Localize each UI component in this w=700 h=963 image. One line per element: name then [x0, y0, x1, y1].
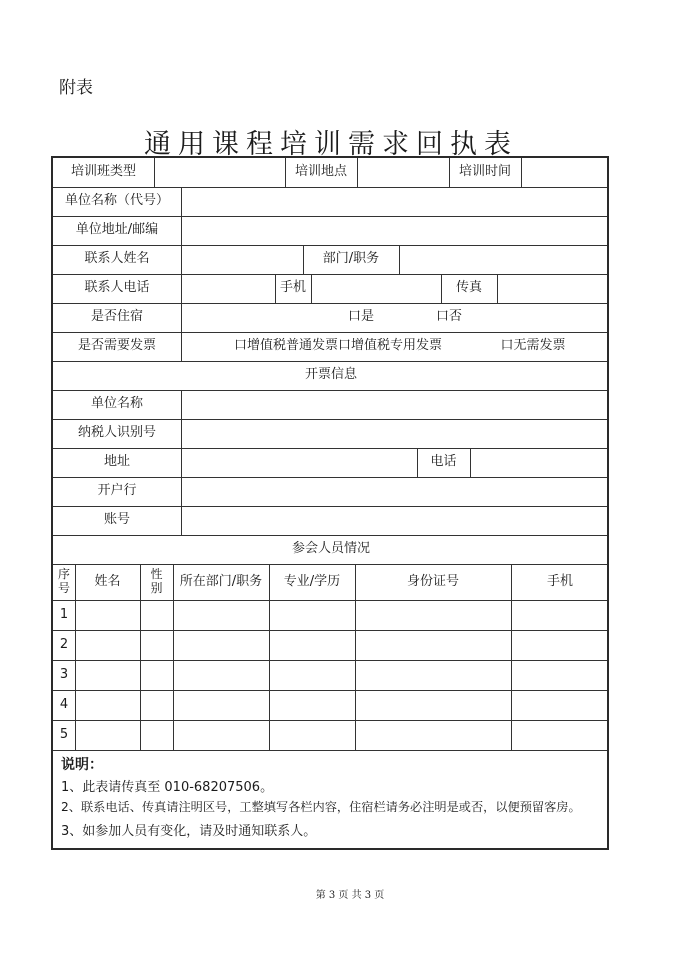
bank-field[interactable] [182, 477, 609, 506]
col-name-header: 姓名 [94, 573, 121, 589]
invoice-unit-name-field[interactable] [182, 390, 609, 419]
contact-name-label: 联系人姓名 [84, 251, 150, 267]
col-gender-header: 性别 [150, 567, 163, 595]
dept-title-label: 部门/职务 [322, 251, 380, 267]
table-row-number: 5 [59, 726, 69, 742]
contact-name-field[interactable] [182, 245, 303, 274]
taxpayer-id-label: 纳税人识别号 [77, 425, 156, 441]
table-row-number: 4 [59, 696, 69, 712]
table-row-number: 2 [59, 636, 69, 652]
appendix-label: 附表 [59, 78, 93, 98]
fax-field[interactable] [498, 274, 609, 303]
invoice-none-checkbox[interactable]: 口无需发票 [500, 338, 566, 354]
registration-form [51, 156, 609, 850]
lodging-label: 是否住宿 [90, 309, 143, 325]
col-major-header: 专业/学历 [283, 573, 341, 589]
col-seq-header: 序号 [57, 567, 70, 595]
fax-label: 传真 [455, 280, 482, 296]
unit-name-field[interactable] [182, 187, 609, 216]
participants-heading: 参会人员情况 [291, 541, 370, 557]
phone-field[interactable] [471, 448, 609, 477]
dept-title-field[interactable] [400, 245, 609, 274]
unit-address-field[interactable] [182, 216, 609, 245]
note-item: 1、此表请传真至 010-68207506。 [61, 780, 274, 795]
address-label: 地址 [103, 454, 130, 470]
table-row-number: 1 [59, 606, 69, 622]
lodging-no-checkbox[interactable]: 口否 [435, 309, 462, 325]
mobile-field[interactable] [312, 274, 441, 303]
bank-label: 开户行 [97, 483, 137, 499]
contact-phone-label: 联系人电话 [84, 280, 150, 296]
page-title: 通用课程培训需求回执表 [144, 129, 518, 160]
invoice-unit-name-label: 单位名称 [90, 396, 143, 412]
note-item: 2、联系电话、传真请注明区号，工整填写各栏内容，住宿栏请务必注明是或否，以便预留客房。 [61, 800, 581, 814]
table-row-number: 3 [59, 666, 69, 682]
class-type-label: 培训班类型 [70, 164, 136, 180]
notes-heading: 说明： [61, 757, 103, 773]
address-field[interactable] [182, 448, 417, 477]
unit-name-label: 单位名称（代号） [64, 193, 169, 209]
col-dept-header: 所在部门/职务 [179, 573, 263, 589]
phone-label: 电话 [430, 454, 457, 470]
unit-address-label: 单位地址/邮编 [75, 222, 159, 238]
col-id-header: 身份证号 [406, 573, 459, 589]
time-field[interactable] [522, 158, 609, 187]
contact-phone-field[interactable] [182, 274, 275, 303]
col-mobile-header: 手机 [546, 573, 573, 589]
invoice-label: 是否需要发票 [77, 338, 156, 354]
taxpayer-id-field[interactable] [182, 419, 609, 448]
invoice-info-heading: 开票信息 [304, 367, 357, 383]
location-field[interactable] [358, 158, 449, 187]
account-label: 账号 [103, 512, 130, 528]
time-label: 培训时间 [458, 164, 511, 180]
note-item: 3、如参加人员有变化，请及时通知联系人。 [61, 824, 317, 839]
account-field[interactable] [182, 506, 609, 535]
invoice-type-checkboxes[interactable]: 口增值税普通发票口增值税专用发票 [233, 338, 442, 354]
class-type-field[interactable] [155, 158, 285, 187]
lodging-yes-checkbox[interactable]: 口是 [347, 309, 374, 325]
mobile-label: 手机 [279, 280, 306, 296]
page-footer: 第 3 页 共 3 页 [315, 890, 385, 901]
location-label: 培训地点 [294, 164, 347, 180]
